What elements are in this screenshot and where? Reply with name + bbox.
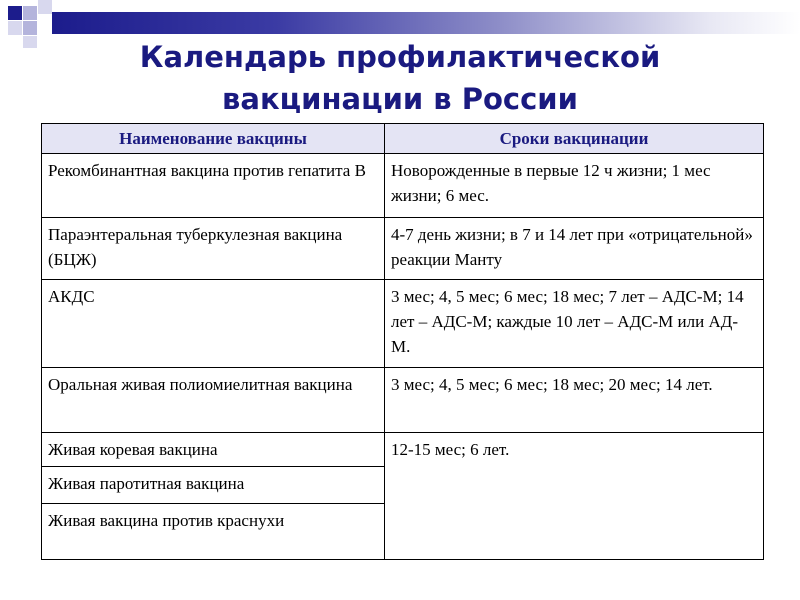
table-header-row [42,124,764,154]
decor-square [23,6,37,20]
vaccine-cell: Живая паротитная вакцина [42,467,385,504]
slide-title [0,36,800,120]
vaccine-cell: Живая коревая вакцина [42,432,385,467]
schedule-cell: 3 мес; 4, 5 мес; 6 мес; 18 мес; 20 мес; 14 лет. [385,368,764,432]
vaccination-table [41,123,764,560]
header-vaccine-name: Наименование вакцины [42,124,385,154]
table-row [42,153,764,217]
slide-title-line-1: Календарь профилактической [139,40,661,74]
header-schedule: Сроки вакцинации [385,124,764,154]
decor-square [8,6,22,20]
title-gradient-bar [52,12,800,34]
slide-title-line-2: вакцинации в России [222,82,578,116]
vaccine-cell: Оральная живая полиомиелитная вакцина [42,368,385,432]
table-row [42,432,764,467]
vaccine-cell: Живая вакцина против краснухи [42,503,385,559]
decor-square [23,21,37,35]
decor-square [8,21,22,35]
vaccine-cell: Параэнтеральная туберкулезная вакцина (БЦЖ) [42,217,385,279]
schedule-cell-merged: 12-15 мес; 6 лет. [385,432,764,559]
vaccine-cell: АКДС [42,279,385,368]
table-row [42,279,764,368]
schedule-cell: 4-7 день жизни; в 7 и 14 лет при «отрицательной» реакции Манту [385,217,764,279]
schedule-cell: 3 мес; 4, 5 мес; 6 мес; 18 мес; 7 лет – АДС-М; 14 лет – АДС-М; каждые 10 лет – АДС-М или АД-М. [385,279,764,368]
decor-square [38,0,52,14]
table-row [42,368,764,432]
table-row [42,217,764,279]
schedule-cell: Новорожденные в первые 12 ч жизни; 1 мес жизни; 6 мес. [385,153,764,217]
vaccine-cell: Рекомбинантная вакцина против гепатита В [42,153,385,217]
